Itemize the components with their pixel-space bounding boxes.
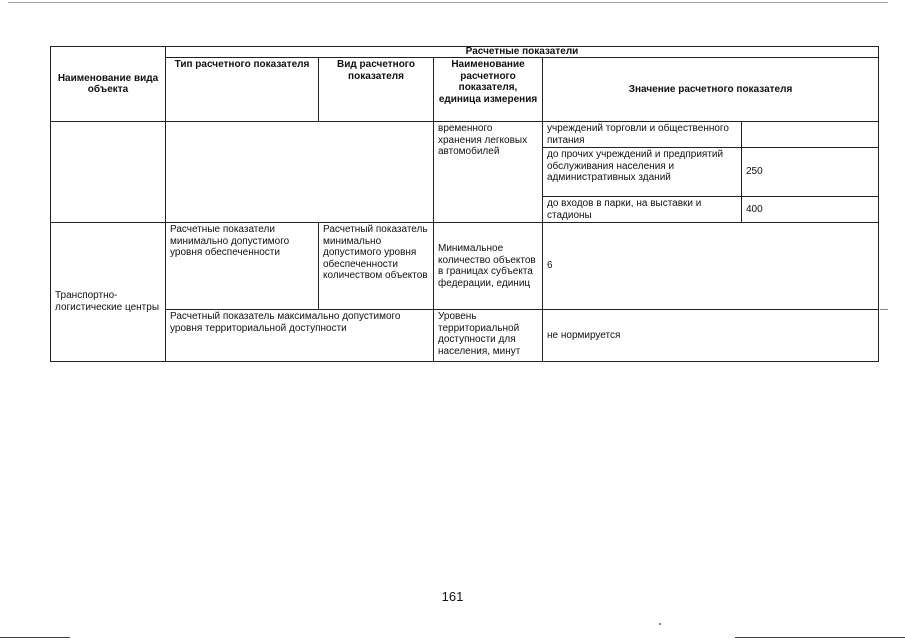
scan-bottom-edge-left [0, 637, 70, 638]
scan-dot [659, 623, 661, 625]
page-number: 161 [441, 589, 464, 604]
transport-indicator-name: Минимальное количество объектов в границах субъекта федерации, единиц [434, 223, 543, 310]
parking-label-admin: до прочих учреждений и предприятий обслуживания населения и административных зданий [543, 148, 742, 197]
header-indicator-value: Значение расчетного показателя [543, 58, 879, 122]
transport-accessibility-value: не нормируется [543, 310, 879, 362]
transport-indicator-type: Расчетные показатели минимально допустимого уровня обеспеченности [166, 223, 319, 310]
transport-row-2 [51, 310, 879, 362]
transport-accessibility-type: Расчетный показатель максимально допустимого уровня территориальной доступности [166, 310, 434, 362]
header-object-name: Наименование вида объекта [51, 47, 166, 122]
transport-indicator-kind: Расчетный показатель минимально допустимого уровня обеспеченности количеством объектов [319, 223, 434, 310]
parking-label-parks: до входов в парки, на выставки и стадионы [543, 197, 742, 223]
scan-top-edge [8, 2, 888, 3]
parking-object-cell [51, 122, 166, 223]
indicators-table [50, 46, 879, 362]
parking-value-admin: 250 [742, 148, 879, 197]
parking-value-trade [742, 122, 879, 148]
header-row-1 [51, 47, 879, 58]
parking-type-kind-cell [166, 122, 434, 223]
header-indicator-name: Наименование расчетного показателя, единица измерения [434, 58, 543, 122]
transport-accessibility-name: Уровень территориальной доступности для населения, минут [434, 310, 543, 362]
parking-indicator-name: временного хранения легковых автомобилей [434, 122, 543, 223]
transport-object-name: Транспортно-логистические центры [51, 223, 166, 362]
parking-row-1 [51, 122, 879, 148]
scan-right-tick [880, 309, 888, 310]
header-row-2 [51, 58, 879, 122]
header-indicator-type: Тип расчетного показателя [166, 58, 319, 122]
parking-value-parks: 400 [742, 197, 879, 223]
transport-row-1 [51, 223, 879, 310]
parking-label-trade: учреждений торговли и общественного питания [543, 122, 742, 148]
transport-indicator-value: 6 [543, 223, 879, 310]
header-indicator-kind: Вид расчетного показателя [319, 58, 434, 122]
header-group-title: Расчетные показатели [166, 47, 879, 58]
scan-bottom-edge-right [735, 637, 905, 638]
